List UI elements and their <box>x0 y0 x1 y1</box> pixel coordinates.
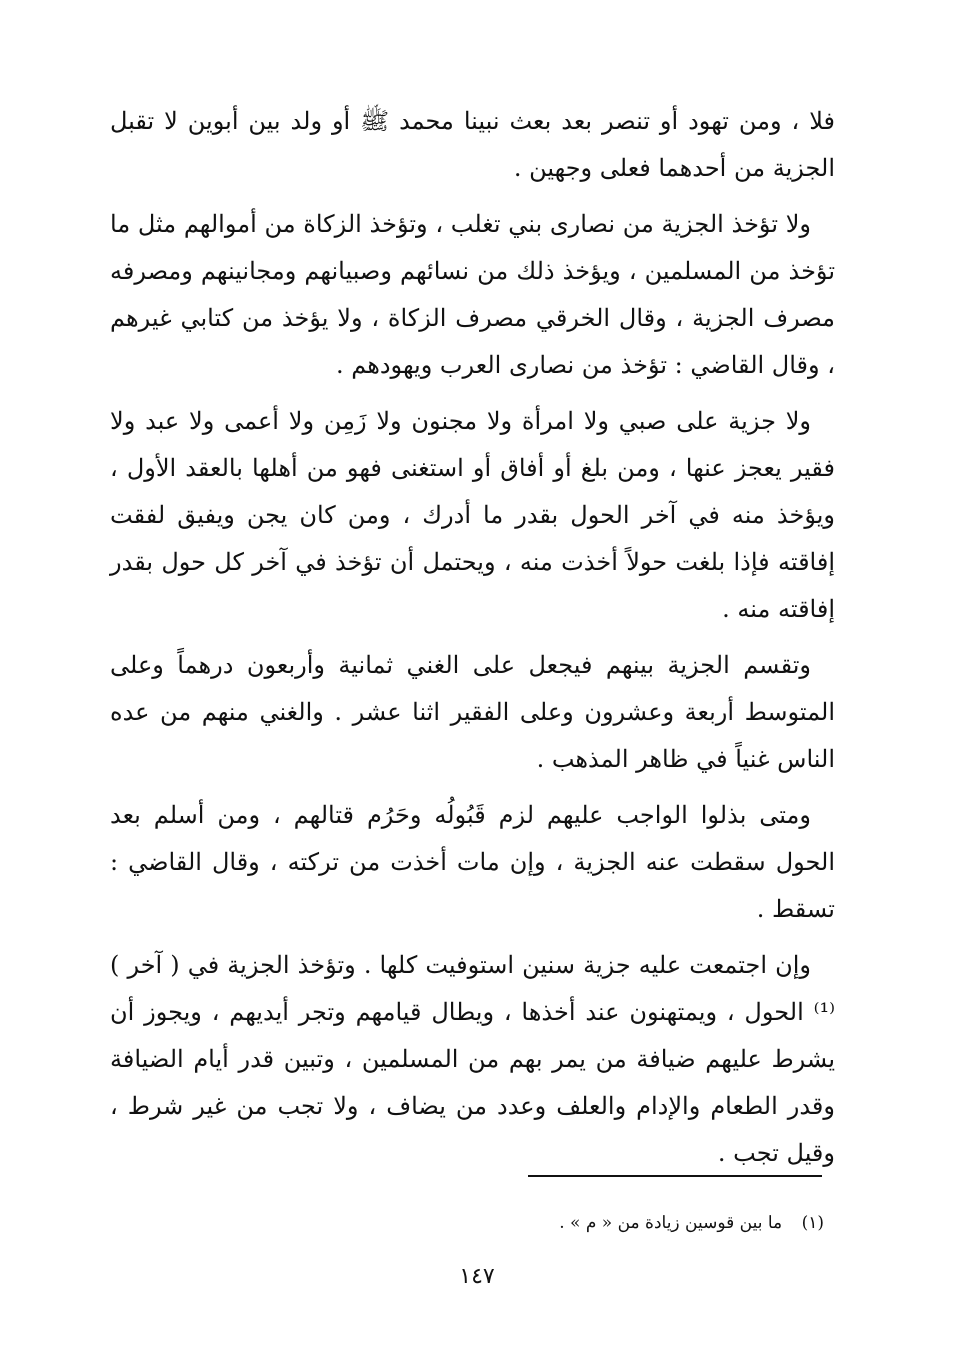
paragraph-6: وإن اجتمعت عليه جزية سنين استوفيت كلها . وتؤخذ الجزية في ( آخر )⁽¹⁾ الحول ، ويمتهنون عند أخذها ، ويطال قيامهم وتجر أيديهم ، ويجوز أن يشرط عليهم ضيافة من يمر بهم من المسلمين ، وتبين قدر أيام الضيافة وقدر الطعام والإدام والعلف وعدد من يضاف ، ولا تجب من غير شرط ، وقيل تجب . <box>110 951 835 1167</box>
paragraph-2: ولا تؤخذ الجزية من نصارى بني تغلب ، وتؤخذ الزكاة من أموالهم مثل ما تؤخذ من المسلمين ، ويؤخذ ذلك من نسائهم وصبيانهم ومجانينهم ومصرفه مصرف الجزية ، وقال الخرقي مصرف الزكاة ، ولا يؤخذ من كتابي غيرهم ، وقال القاضي : تؤخذ من نصارى العرب ويهودهم . <box>110 210 835 379</box>
footnote-text: ما بين قوسين زيادة من « م » . <box>559 1213 783 1233</box>
page-body <box>110 98 835 1186</box>
footnote <box>124 1208 824 1238</box>
page-number: ١٤٧ <box>459 1264 495 1289</box>
footnote-number: (١) <box>801 1213 824 1233</box>
paragraph-4: وتقسم الجزية بينهم فيجعل على الغني ثمانية وأربعون درهماً وعلى المتوسط أربعة وعشرون وعلى الفقير اثنا عشر . والغني منهم من عده الناس غنياً في ظاهر المذهب . <box>110 651 835 773</box>
main-text <box>110 98 835 1177</box>
paragraph-1: فلا ، ومن تهود أو تنصر بعد بعث نبينا محمد ﷺ أو ولد بين أبوين لا تقبل الجزية من أحدهما فعلى وجهين . <box>110 107 835 182</box>
paragraph-5: ومتى بذلوا الواجب عليهم لزم قَبُولُه وحَرُم قتالهم ، ومن أسلم بعد الحول سقطت عنه الجزية ، وإن مات أخذت من تركته ، وقال القاضي : تسقط . <box>110 801 835 923</box>
paragraph-3: ولا جزية على صبي ولا امرأة ولا مجنون ولا زَمِن ولا أعمى ولا عبد ولا فقير يعجز عنها ، ومن بلغ أو أفاق أو استغنى فهو من أهلها بالعقد الأول ، ويؤخذ منه في آخر الحول بقدر ما أدرك ، ومن كان يجن ويفيق لفقت إفاقته فإذا بلغت حولاً أخذت منه ، ويحتمل أن تؤخذ في آخر كل حول بقدر إفاقته منه . <box>110 407 835 623</box>
footnote-divider <box>528 1175 822 1177</box>
